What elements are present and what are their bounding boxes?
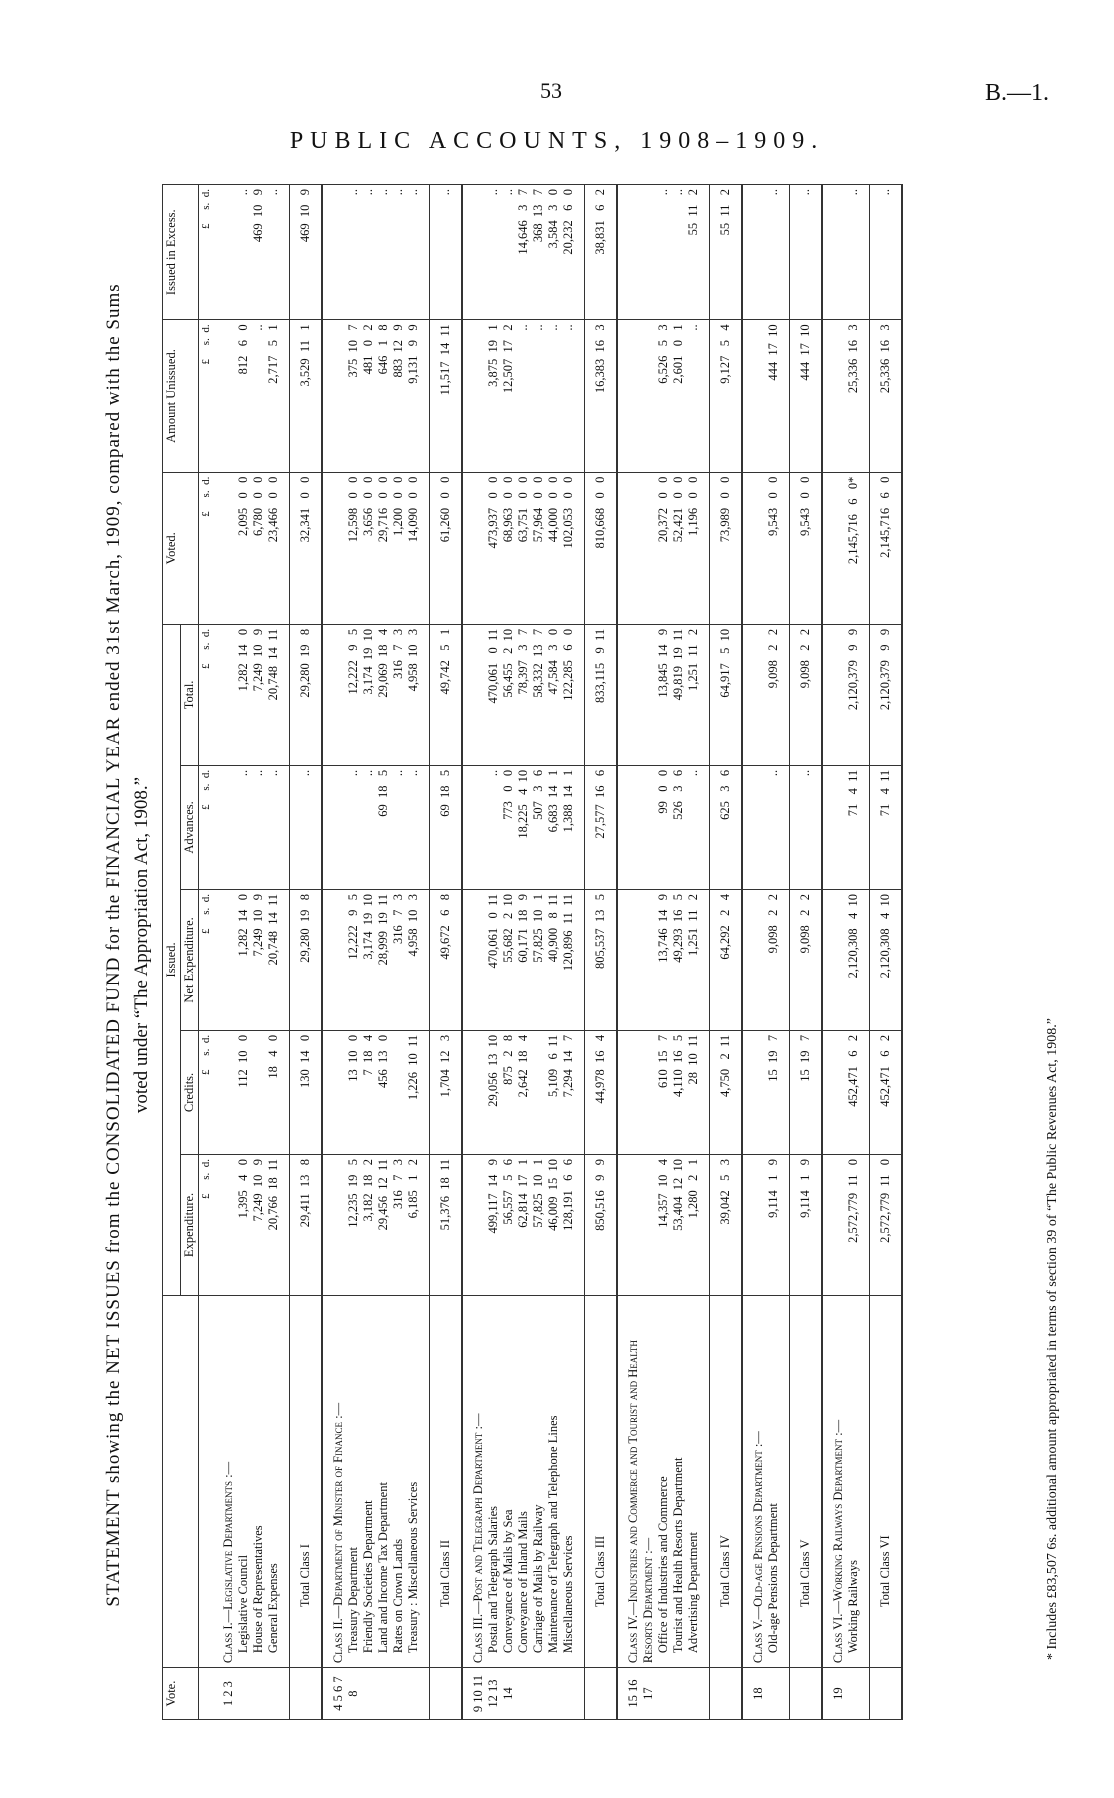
voted-values: 2,145,716 6 0* — [822, 472, 870, 624]
excess-values: .. .. 55 11 2 — [617, 185, 710, 320]
class-total-value: 27,577 16 6 — [585, 765, 618, 889]
class-heading: Class VI.—Working Railways Department :— — [831, 1419, 845, 1664]
class-total-value: 49,742 5 1 — [430, 624, 463, 765]
excess-values: .. .. 14,646 3 7 368 13 7 3,584 3 0 20,232 6 0 — [462, 185, 585, 320]
class-total-value: 810,668 0 0 — [585, 472, 618, 624]
header-amount-unissued: Amount Unissued. — [163, 320, 199, 472]
class-total-row — [290, 185, 323, 1720]
class-total-value: .. — [870, 185, 903, 320]
unit-label: £ s. d. — [199, 1154, 214, 1295]
unit-label: £ s. d. — [199, 472, 214, 624]
class-total-row — [870, 185, 903, 1720]
class-heading: Class V.—Old-age Pensions Department :— — [751, 1431, 765, 1664]
total-values: 2,120,379 9 9 — [822, 624, 870, 765]
class-group-row — [322, 185, 430, 1720]
class-total-label: Total Class V — [790, 1295, 823, 1667]
class-total-value: 9,098 2 2 — [790, 624, 823, 765]
vote-items: Working Railways — [846, 1560, 860, 1654]
class-group-row — [822, 185, 870, 1720]
class-total-value: 64,292 2 4 — [710, 889, 743, 1030]
header-net-expenditure: Net Expenditure. — [181, 889, 199, 1030]
header-voted: Voted. — [163, 472, 199, 624]
class-total-label: Total Class II — [430, 1295, 463, 1667]
vote-items: Old-age Pensions Department — [766, 1503, 780, 1654]
class-total-value: 44,978 16 4 — [585, 1030, 618, 1154]
advances-values: 71 4 11 — [822, 765, 870, 889]
class-total-label: Total Class III — [585, 1295, 618, 1667]
class-total-value: 29,280 19 8 — [290, 889, 323, 1030]
footnote: * Includes £83,507 6s. additional amount appropriated in terms of section 39 of “The Public Revenues Act, 1908.” — [1045, 1018, 1060, 1660]
class-total-value: 9,127 5 4 — [710, 320, 743, 472]
header-advances: Advances. — [181, 765, 199, 889]
vote-items: Office of Industries and Commerce Tourist and Health Resorts Department Advertising Department — [656, 1457, 700, 1654]
class-total-value: 11,517 14 11 — [430, 320, 463, 472]
unit-label: £ s. d. — [199, 320, 214, 472]
expenditure-values: 2,572,779 11 0 — [822, 1154, 870, 1295]
advances-values: .. .. .. — [213, 765, 290, 889]
class-total-value: 2,145,716 6 0 — [870, 472, 903, 624]
class-heading: Class II.—Department of Minister of Finance :— — [331, 1402, 345, 1664]
advances-values: .. .. 69 18 5 .. .. — [322, 765, 430, 889]
expenditure-values: 14,357 10 4 53,404 12 10 1,280 2 1 — [617, 1154, 710, 1295]
section-reference: B.—1. — [985, 80, 1050, 106]
class-total-value: .. — [790, 185, 823, 320]
rotated-statement — [100, 170, 1080, 1720]
header-blank — [163, 1295, 199, 1667]
units-row — [199, 185, 214, 1720]
vote-numbers: 4 5 6 7 8 — [322, 1668, 430, 1720]
credits-values: 29,056 13 10 875 2 8 2,642 18 4 5,109 6 11 7,294 14 7 — [462, 1030, 585, 1154]
voted-values: 2,095 0 0 6,780 0 0 23,466 0 0 — [213, 472, 290, 624]
unissued-values: 6,526 5 3 2,601 0 1 .. — [617, 320, 710, 472]
class-total-value: 25,336 16 3 — [870, 320, 903, 472]
header-vote: Vote. — [163, 1668, 199, 1720]
class-total-value: 2,572,779 11 0 — [870, 1154, 903, 1295]
unit-label: £ s. d. — [199, 889, 214, 1030]
class-total-value: .. — [290, 765, 323, 889]
class-total-value: 71 4 11 — [870, 765, 903, 889]
class-total-value: .. — [430, 185, 463, 320]
class-total-label: Total Class VI — [870, 1295, 903, 1667]
class-total-value: 850,516 9 9 — [585, 1154, 618, 1295]
header-issued: Issued. — [163, 624, 181, 1295]
class-total-value: 69 18 5 — [430, 765, 463, 889]
header-total: Total. — [181, 624, 199, 765]
class-total-value: 9,098 2 2 — [790, 889, 823, 1030]
class-total-value: 625 3 6 — [710, 765, 743, 889]
class-total-value: 32,341 0 0 — [290, 472, 323, 624]
vote-items: Treasury Department Friendly Societies Department Land and Income Tax Department Rates on Crown Lands Treasury : Miscellaneous Services — [346, 1481, 420, 1654]
statement-title-line-2: voted under “The Appropriation Act, 1908.” — [131, 776, 152, 1114]
total-values: 470,061 0 11 56,455 2 10 78,397 3 7 58,332 13 7 47,584 3 0 122,285 6 0 — [462, 624, 585, 765]
class-total-value: 130 14 0 — [290, 1030, 323, 1154]
net-values: 12,222 9 5 3,174 19 10 28,999 19 11 316 7 3 4,958 10 3 — [322, 889, 430, 1030]
vote-items: Postal and Telegraph Salaries Conveyance of Mails by Sea Conveyance of Inland Mails Carriage of Mails by Railway Maintenance of Telegraph and Telephone Lines Miscellaneous Services — [486, 1415, 575, 1654]
header-expenditure: Expenditure. — [181, 1154, 199, 1295]
page-title: PUBLIC ACCOUNTS, 1908–1909. — [289, 128, 825, 154]
total-values: 1,282 14 0 7,249 10 9 20,748 14 11 — [213, 624, 290, 765]
total-values: 9,098 2 2 — [742, 624, 790, 765]
class-total-value: .. — [790, 765, 823, 889]
class-total-value: 49,672 6 8 — [430, 889, 463, 1030]
unit-label: £ s. d. — [199, 185, 214, 320]
expenditure-values: 499,117 14 9 56,557 5 6 62,814 17 1 57,825 10 1 46,009 15 10 128,191 6 6 — [462, 1154, 585, 1295]
unit-label: £ s. d. — [199, 624, 214, 765]
class-total-label: Total Class IV — [710, 1295, 743, 1667]
net-values: 1,282 14 0 7,249 10 9 20,748 14 11 — [213, 889, 290, 1030]
class-total-value: 38,831 6 2 — [585, 185, 618, 320]
voted-values: 9,543 0 0 — [742, 472, 790, 624]
class-total-value: 73,989 0 0 — [710, 472, 743, 624]
class-total-value: 61,260 0 0 — [430, 472, 463, 624]
class-total-row — [585, 185, 618, 1720]
credits-values: 13 10 0 7 18 4 456 13 0 1,226 10 11 — [322, 1030, 430, 1154]
class-total-value: 469 10 9 — [290, 185, 323, 320]
advances-values: 99 0 0 526 3 6 .. — [617, 765, 710, 889]
total-values: 12,222 9 5 3,174 19 10 29,069 18 4 316 7 3 4,958 10 3 — [322, 624, 430, 765]
class-group-row — [213, 185, 290, 1720]
header-issued-in-excess: Issued in Excess. — [163, 185, 199, 320]
net-issues-table — [162, 184, 903, 1720]
class-total-row — [790, 185, 823, 1720]
unit-label: £ s. d. — [199, 765, 214, 889]
class-total-value: 15 19 7 — [790, 1030, 823, 1154]
class-total-value: 2,120,379 9 9 — [870, 624, 903, 765]
vote-numbers: 9 10 11 12 13 14 — [462, 1668, 585, 1720]
vote-numbers: 1 2 3 — [213, 1668, 290, 1720]
voted-values: 12,598 0 0 3,656 0 0 29,716 0 0 1,200 0 0 14,090 0 0 — [322, 472, 430, 624]
excess-values: .. — [742, 185, 790, 320]
class-total-value: 51,376 18 11 — [430, 1154, 463, 1295]
statement-title — [100, 170, 156, 1720]
credits-values: 452,471 6 2 — [822, 1030, 870, 1154]
voted-values: 473,937 0 0 68,963 0 0 63,751 0 0 57,964 0 0 44,000 0 0 102,053 0 0 — [462, 472, 585, 624]
credits-values: 15 19 7 — [742, 1030, 790, 1154]
class-total-value: 16,383 16 3 — [585, 320, 618, 472]
unissued-values: 375 10 7 481 0 2 646 1 8 883 12 9 9,131 9 9 — [322, 320, 430, 472]
class-group-row — [617, 185, 710, 1720]
voted-values: 20,372 0 0 52,421 0 0 1,196 0 0 — [617, 472, 710, 624]
class-total-value: 4,750 2 11 — [710, 1030, 743, 1154]
class-total-value: 64,917 5 10 — [710, 624, 743, 765]
unit-label: £ s. d. — [199, 1030, 214, 1154]
page-number: 53 — [540, 78, 562, 103]
net-values: 9,098 2 2 — [742, 889, 790, 1030]
class-total-value: 29,411 13 8 — [290, 1154, 323, 1295]
class-total-value: 805,537 13 5 — [585, 889, 618, 1030]
advances-values: .. 773 0 0 18,225 4 10 507 3 6 6,683 14 1 1,388 14 1 — [462, 765, 585, 889]
class-total-row — [710, 185, 743, 1720]
vote-items: Legislative Council House of Representatives General Expenses — [236, 1525, 280, 1654]
class-heading: Class I.—Legislative Departments :— — [221, 1461, 235, 1664]
unissued-values: 812 6 0 .. 2,717 5 1 — [213, 320, 290, 472]
excess-values: .. .. .. .. .. — [322, 185, 430, 320]
class-total-value: 1,704 12 3 — [430, 1030, 463, 1154]
class-total-value: 3,529 11 1 — [290, 320, 323, 472]
total-values: 13,845 14 9 49,819 19 11 1,251 11 2 — [617, 624, 710, 765]
class-total-value: 29,280 19 8 — [290, 624, 323, 765]
net-values: 470,061 0 11 55,682 2 10 60,171 18 9 57,825 10 1 40,900 8 11 120,896 11 11 — [462, 889, 585, 1030]
net-values: 13,746 14 9 49,293 16 5 1,251 11 2 — [617, 889, 710, 1030]
excess-values: .. — [822, 185, 870, 320]
unissued-values: 3,875 19 1 12,507 17 2 .. .. .. .. — [462, 320, 585, 472]
class-total-label: Total Class I — [290, 1295, 323, 1667]
header-credits: Credits. — [181, 1030, 199, 1154]
class-total-value: 444 17 10 — [790, 320, 823, 472]
class-group-row — [462, 185, 585, 1720]
class-total-value: 39,042 5 3 — [710, 1154, 743, 1295]
class-total-value: 833,115 9 11 — [585, 624, 618, 765]
expenditure-values: 1,395 4 0 7,249 10 9 20,766 18 11 — [213, 1154, 290, 1295]
credits-values: 610 15 7 4,110 16 5 28 10 11 — [617, 1030, 710, 1154]
class-total-value: 55 11 2 — [710, 185, 743, 320]
vote-numbers: 18 — [742, 1668, 790, 1720]
unissued-values: 444 17 10 — [742, 320, 790, 472]
expenditure-values: 9,114 1 9 — [742, 1154, 790, 1295]
class-heading: Class IV.—Industries and Commerce and Tourist and Health Resorts Department :— — [626, 1340, 655, 1664]
unissued-values: 25,336 16 3 — [822, 320, 870, 472]
statement-title-line-1: STATEMENT showing the NET ISSUES from the CONSOLIDATED FUND for the FINANCIAL YEAR ended 31st March, 1909, compared with the Sums — [103, 283, 124, 1607]
class-total-value: 9,543 0 0 — [790, 472, 823, 624]
advances-values: .. — [742, 765, 790, 889]
class-heading: Class III.—Post and Telegraph Department :— — [471, 1413, 485, 1664]
class-total-value: 2,120,308 4 10 — [870, 889, 903, 1030]
excess-values: .. 469 10 9 .. — [213, 185, 290, 320]
credits-values: 112 10 0 18 4 0 — [213, 1030, 290, 1154]
vote-numbers: 15 16 17 — [617, 1668, 710, 1720]
class-total-row — [430, 185, 463, 1720]
expenditure-values: 12,235 19 5 3,182 18 2 29,456 12 11 316 7 3 6,185 1 2 — [322, 1154, 430, 1295]
class-total-value: 9,114 1 9 — [790, 1154, 823, 1295]
class-group-row — [742, 185, 790, 1720]
vote-numbers: 19 — [822, 1668, 870, 1720]
net-values: 2,120,308 4 10 — [822, 889, 870, 1030]
class-total-value: 452,471 6 2 — [870, 1030, 903, 1154]
